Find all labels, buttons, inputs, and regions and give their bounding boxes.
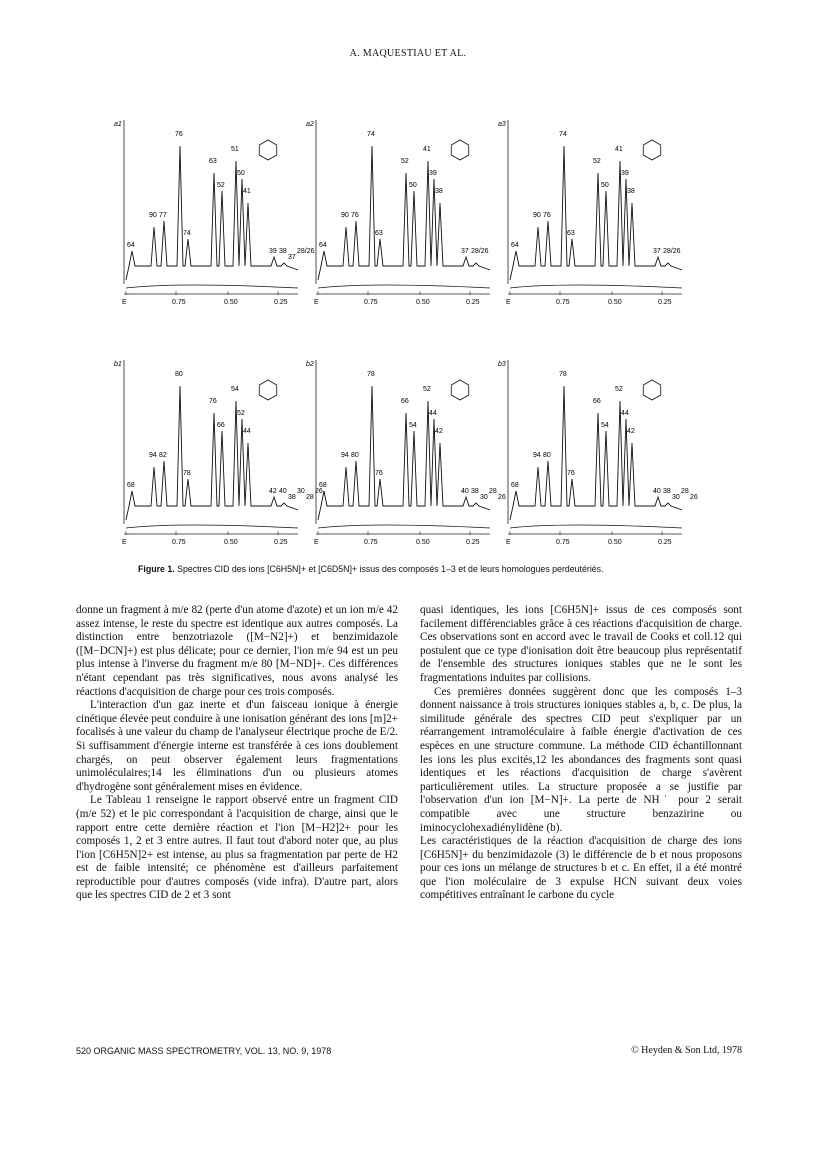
peak-label: 68 <box>511 482 519 489</box>
peak-label: 42 <box>269 488 277 495</box>
structure-diagram <box>643 140 660 160</box>
peak-label: 28/26 <box>297 248 315 255</box>
peak-label: 26 <box>690 494 698 501</box>
axis-tick-label: 0.75 <box>556 539 570 546</box>
baseline-trace <box>510 285 682 288</box>
baseline-trace <box>318 285 490 288</box>
peak-label: 44 <box>243 428 251 435</box>
axis-tick-label: 0.75 <box>364 539 378 546</box>
peak-label: 52 <box>237 410 245 417</box>
figure-cid-spectra <box>110 80 698 560</box>
peak-label: 66 <box>593 398 601 405</box>
peak-label: 80 <box>175 371 183 378</box>
axis-tick-label: E <box>506 539 511 546</box>
running-head: A. MAQUESTIAU ET AL. <box>349 48 467 59</box>
axis-tick-label: E <box>314 299 319 306</box>
axis-tick-label: 0.25 <box>274 539 288 546</box>
peak-label: 76 <box>567 470 575 477</box>
peak-label: 74 <box>367 131 375 138</box>
peak-label: 80 <box>351 452 359 459</box>
paragraph: Les caractéristiques de la réaction d'acquisition de charge des ions [C6H5N]+ du benzimidazole (3) le différencie de b et nous proposons pour ces ions un mélange de structures b et c. En effet, il a été montré que l'ion moléculaire de 3 expulse HCN suivant deux voies compétitives entraînant le carbone du cycle <box>420 835 742 902</box>
peak-label: 26 <box>315 488 323 495</box>
axis-tick-label: 0.75 <box>172 539 186 546</box>
axis-tick-label: 0.75 <box>172 299 186 306</box>
peak-label: 90 <box>149 212 157 219</box>
peak-label: 50 <box>237 170 245 177</box>
paragraph: donne un fragment à m/e 82 (perte d'un atome d'azote) et un ion m/e 42 assez intense, le reste du spectre est identique aux autres composés. La distinction entre benzotriazole ([M−N2]+) et benzimidazole ([M−DCN]+) est plus délicate; pour ce dernier, l'ion m/e 94 est un peu plus intense à l'inverse du fragment m/e 80 [M−ND]+. Ces différences n'étant cependant pas très significatives, nous avons analysé les réactions d'acquisition de charge pour ces trois composés. <box>76 604 398 698</box>
baseline-trace <box>510 525 682 528</box>
peak-label: 28 <box>306 494 314 501</box>
axis-tick-label: E <box>122 539 127 546</box>
peak-label: 52 <box>423 386 431 393</box>
paragraph: quasi identiques, les ions [C6H5N]+ issus de ces composés sont facilement différenciables grâce à ces réactions d'acquisition de charge. Ces observations sont en accord avec le travail de Cooks et coll.12 qui postulent que ce type d'ionisation doit être beaucoup plus représentatif de l'ensemble des structures ioniques stables que ne le sont les fragmentations induites par collisions. <box>420 604 742 684</box>
peak-label: 68 <box>319 482 327 489</box>
peak-label: 54 <box>409 422 417 429</box>
peak-label: 41 <box>243 188 251 195</box>
peak-label: 44 <box>621 410 629 417</box>
axis-tick-label: 0.50 <box>608 539 622 546</box>
left-column <box>76 604 398 903</box>
axis-tick-label: E <box>122 299 127 306</box>
structure-diagram <box>451 140 468 160</box>
baseline-trace <box>126 525 298 528</box>
peak-label: 26 <box>498 494 506 501</box>
footer-copyright: © Heyden & Son Ltd, 1978 <box>631 1045 742 1056</box>
panel-label: b2 <box>306 361 314 368</box>
paragraph: Le Tableau 1 renseigne le rapport observé entre un fragment CID (m/e 52) et le pic correspondant à l'acquisition de charge, ainsi que le rapport entre cette dernière réaction et l'ion [M−H2]2+ pour les composés 1, 2 et 3 entre autres. Il faut tout d'abord noter que, au plus l'ion [C6H5N]2+ est intense, au plus sa fragmentation par perte de H2 est de faible intensité; ce phénomène est d'ailleurs parfaitement reproductible pour d'autres composés (vide infra). D'autre part, alors que les spectres CID de 2 et 3 sont <box>76 794 398 902</box>
peak-label: 40 <box>461 488 469 495</box>
peak-label: 37 <box>653 248 661 255</box>
peak-label: 38 <box>288 494 296 501</box>
peak-label: 30 <box>672 494 680 501</box>
peak-label: 37 <box>288 254 296 261</box>
panel-label: a2 <box>306 121 314 128</box>
paragraph: Ces premières données suggèrent donc que les composés 1–3 donnent naissance à trois structures ioniques stables a, b, c. De plus, la similitude générale des spectres CID peut s'expliquer par un réarrangement intramoléculaire à faible énergie d'activation de ces espèces en une structure commune. La méthode CID échantillonnant les ions les plus excités,12 les abondances des fragments sont quasi identiques et les réactions d'acquisition de charge s'avèrent particulièrement utiles. La structure proposée a se justifie par l'observation d'un ion [M−N]+. La perte de NH˙ pour 2 serait compatible avec une structure benzazirine ou iminocyclohexadiénylidène (b). <box>420 685 742 834</box>
peak-label: 63 <box>567 230 575 237</box>
right-column <box>420 604 742 903</box>
peak-label: 66 <box>217 422 225 429</box>
peak-label: 28 <box>681 488 689 495</box>
peak-label: 78 <box>367 371 375 378</box>
peak-label: 76 <box>375 470 383 477</box>
peak-label: 94 <box>341 452 349 459</box>
peak-label: 78 <box>559 371 567 378</box>
peak-label: 74 <box>183 230 191 237</box>
peak-label: 41 <box>615 146 623 153</box>
panel-label: b1 <box>114 361 122 368</box>
peak-label: 38 <box>435 188 443 195</box>
peak-label: 94 <box>533 452 541 459</box>
peak-label: 52 <box>401 158 409 165</box>
paragraph: L'interaction d'un gaz inerte et d'un faisceau ionique à énergie cinétique élevée peut conduire à une ionisation générant des ions [m]2+ focalisés à une valeur du champ de l'analyseur électrique proche de E/2. Si suffisamment d'énergie interne est transférée à ces ions doublement chargés, on peut observer également leurs fragmentations unimoléculaires;14 les éliminations d'un ou plusieurs atomes d'hydrogène sont généralement mises en évidence. <box>76 699 398 793</box>
peak-label: 28/26 <box>471 248 489 255</box>
peak-label: 50 <box>409 182 417 189</box>
axis-tick-label: 0.25 <box>466 539 480 546</box>
axis-tick-label: 0.50 <box>416 299 430 306</box>
axis-tick-label: 0.25 <box>658 299 672 306</box>
peak-label: 64 <box>511 242 519 249</box>
axis-tick-label: 0.50 <box>416 539 430 546</box>
peak-label: 42 <box>435 428 443 435</box>
peak-label: 39 <box>269 248 277 255</box>
peak-label: 28/26 <box>663 248 681 255</box>
figure-caption-label: Figure 1. <box>138 564 175 574</box>
peak-label: 90 <box>341 212 349 219</box>
structure-diagram <box>259 140 276 160</box>
peak-label: 50 <box>601 182 609 189</box>
axis-tick-label: 0.25 <box>466 299 480 306</box>
peak-label: 82 <box>159 452 167 459</box>
structure-diagram <box>259 380 276 400</box>
peak-label: 68 <box>127 482 135 489</box>
peak-label: 39 <box>429 170 437 177</box>
peak-label: 77 <box>159 212 167 219</box>
peak-label: 51 <box>231 146 239 153</box>
axis-tick-label: E <box>314 539 319 546</box>
peak-label: 64 <box>319 242 327 249</box>
peak-label: 30 <box>297 488 305 495</box>
peak-label: 52 <box>593 158 601 165</box>
peak-label: 38 <box>279 248 287 255</box>
axis-tick-label: 0.25 <box>274 299 288 306</box>
peak-label: 28 <box>489 488 497 495</box>
peak-label: 54 <box>601 422 609 429</box>
axis-tick-label: E <box>506 299 511 306</box>
peak-label: 40 <box>279 488 287 495</box>
peak-label: 76 <box>175 131 183 138</box>
peak-label: 52 <box>217 182 225 189</box>
peak-label: 76 <box>543 212 551 219</box>
peak-label: 78 <box>183 470 191 477</box>
peak-label: 52 <box>615 386 623 393</box>
peak-label: 54 <box>231 386 239 393</box>
axis-tick-label: 0.50 <box>608 299 622 306</box>
peak-label: 42 <box>627 428 635 435</box>
peak-label: 80 <box>543 452 551 459</box>
baseline-trace <box>126 285 298 288</box>
peak-label: 94 <box>149 452 157 459</box>
footer-journal: 520 ORGANIC MASS SPECTROMETRY, VOL. 13, NO. 9, 1978 <box>76 1046 332 1056</box>
panel-label: a3 <box>498 121 506 128</box>
peak-label: 38 <box>627 188 635 195</box>
figure-caption <box>138 564 698 575</box>
peak-label: 63 <box>209 158 217 165</box>
peak-label: 66 <box>401 398 409 405</box>
peak-label: 63 <box>375 230 383 237</box>
baseline-trace <box>318 525 490 528</box>
panel-label: a1 <box>114 121 122 128</box>
structure-diagram <box>643 380 660 400</box>
peak-label: 38 <box>663 488 671 495</box>
peak-label: 30 <box>480 494 488 501</box>
structure-diagram <box>451 380 468 400</box>
axis-tick-label: 0.75 <box>556 299 570 306</box>
peak-label: 40 <box>653 488 661 495</box>
axis-tick-label: 0.50 <box>224 539 238 546</box>
axis-tick-label: 0.50 <box>224 299 238 306</box>
peak-label: 90 <box>533 212 541 219</box>
panel-label: b3 <box>498 361 506 368</box>
peak-label: 41 <box>423 146 431 153</box>
peak-label: 74 <box>559 131 567 138</box>
peak-label: 76 <box>351 212 359 219</box>
peak-label: 38 <box>471 488 479 495</box>
axis-tick-label: 0.75 <box>364 299 378 306</box>
peak-label: 39 <box>621 170 629 177</box>
axis-tick-label: 0.25 <box>658 539 672 546</box>
peak-label: 37 <box>461 248 469 255</box>
peak-label: 44 <box>429 410 437 417</box>
figure-caption-text: Spectres CID des ions [C6H5N]+ et [C6D5N]+ issus des composés 1–3 et de leurs homologues perdeutériés. <box>177 564 604 574</box>
peak-label: 76 <box>209 398 217 405</box>
peak-label: 64 <box>127 242 135 249</box>
